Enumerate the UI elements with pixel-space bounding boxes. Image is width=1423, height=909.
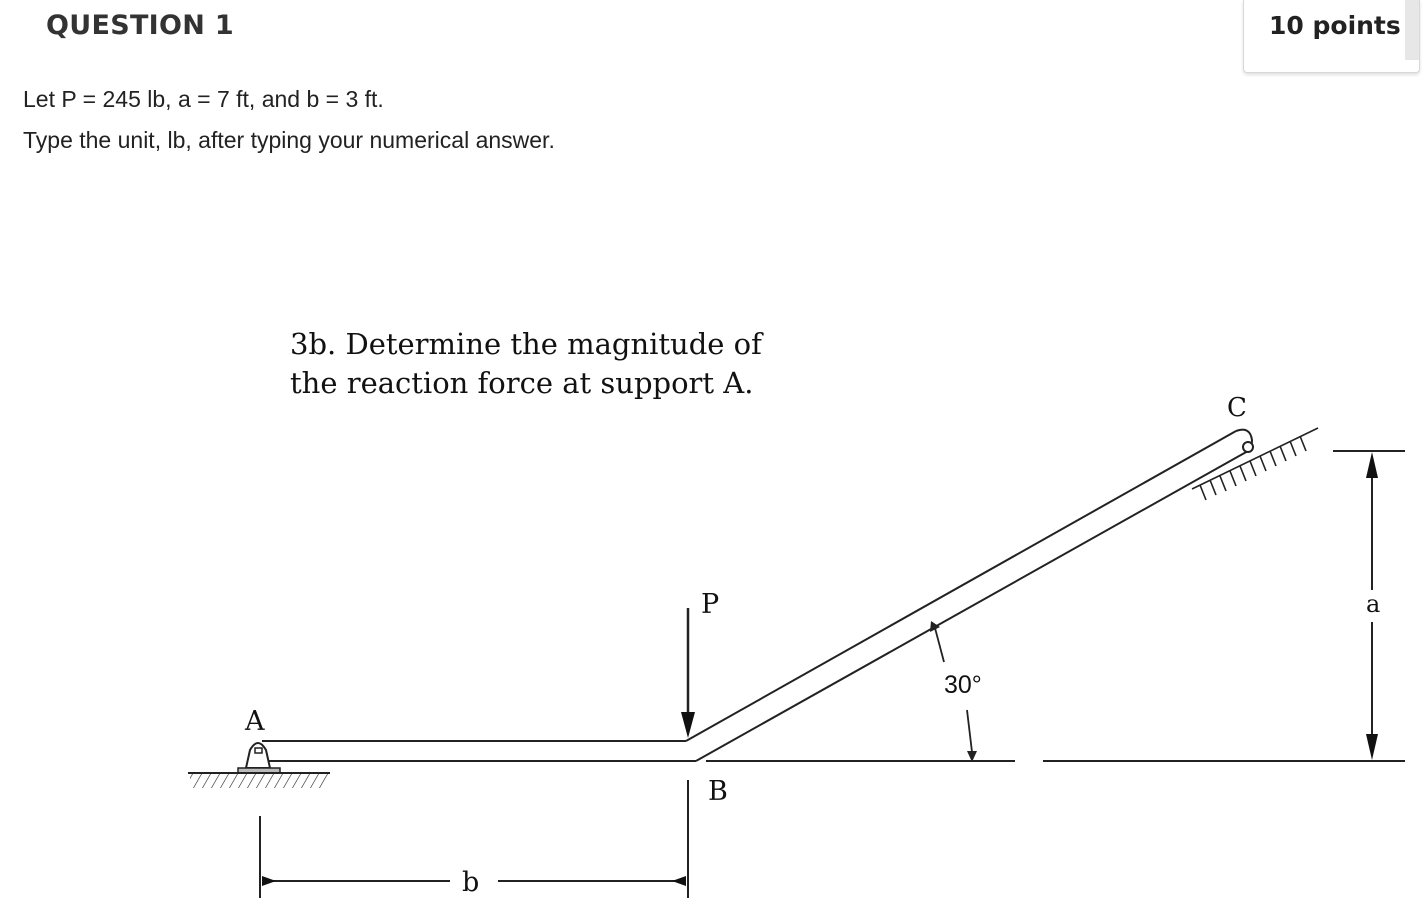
points-box (1243, 0, 1420, 73)
label-c: C (1227, 393, 1247, 423)
inclined-bar (686, 430, 1253, 761)
question-title: QUESTION 1 (46, 10, 234, 41)
label-a: A (245, 706, 265, 737)
label-b: B (708, 776, 728, 807)
label-p: P (701, 589, 720, 620)
given-values-text: Let P = 245 lb, a = 7 ft, and b = 3 ft. (23, 86, 384, 112)
dimension-a (1043, 451, 1405, 761)
label-b-dimension: b (462, 867, 480, 898)
ground-support-c (1192, 428, 1318, 500)
instructions-text: Type the unit, lb, after typing your numerical answer. (23, 127, 555, 153)
angle-label: 30° (944, 671, 982, 699)
points-box-tab (1405, 0, 1419, 60)
horizontal-beam (262, 741, 696, 761)
pin-support-a (188, 743, 330, 788)
label-a-dimension: a (1366, 590, 1381, 618)
beam-diagram (0, 300, 1423, 909)
points-label: 10 points (1269, 11, 1401, 40)
figure-prompt-line2: the reaction force at support A. (290, 366, 754, 400)
load-arrow-p (681, 608, 695, 738)
figure-prompt-line1: 3b. Determine the magnitude of (290, 327, 762, 361)
